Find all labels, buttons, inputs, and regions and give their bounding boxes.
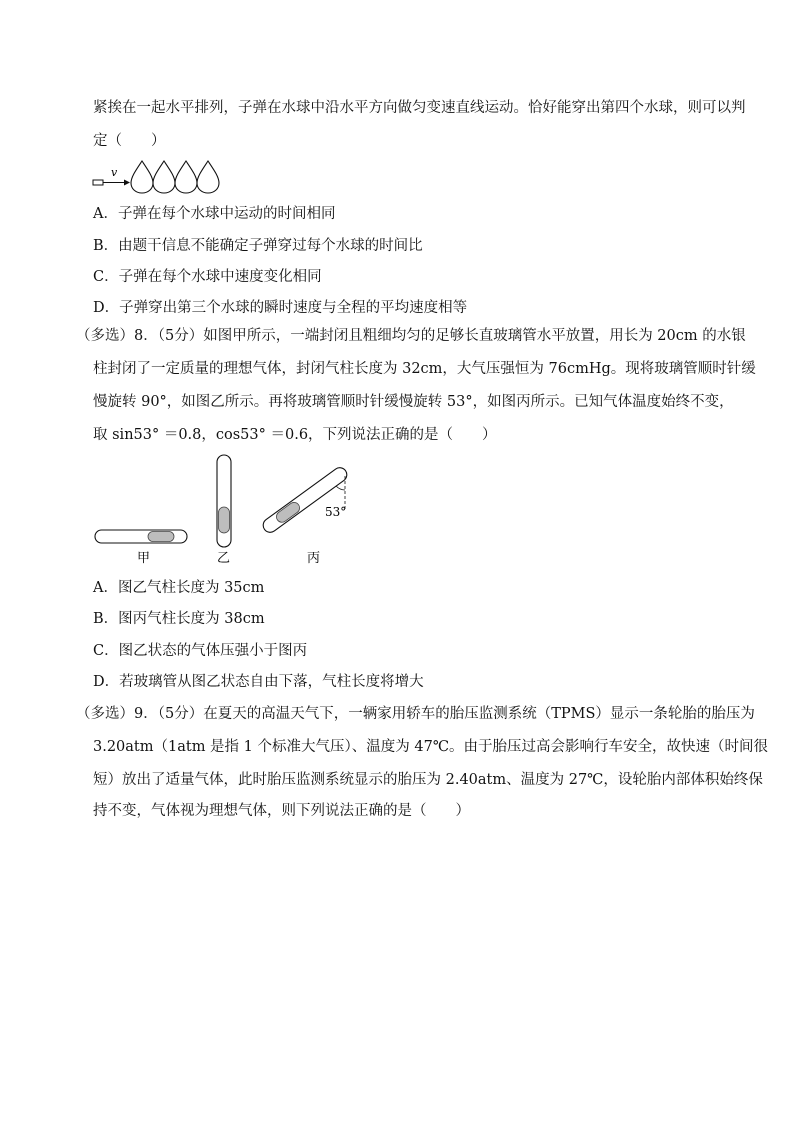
q9-stem-line-1: （多选）9．（5分）在夏天的高温天气下，一辆家用轿车的胎压监测系统（TPMS）显示一条轮胎的胎压为	[76, 706, 755, 722]
velocity-arrowhead	[124, 180, 130, 186]
q8-option-c: C．图乙状态的气体压强小于图丙	[93, 643, 308, 659]
water-ball-3	[175, 161, 197, 193]
mercury-yi	[219, 507, 230, 533]
q7-option-c: C．子弹在每个水球中速度变化相同	[93, 269, 322, 285]
water-ball-2	[153, 161, 175, 193]
angle-label: 53°	[325, 505, 347, 519]
q8-stem-line-1: （多选）8．（5分）如图甲所示，一端封闭且粗细均匀的足够长直玻璃管水平放置，用长为 20cm 的水银	[76, 328, 746, 344]
q7-stem-line-1: 紧挨在一起水平排列，子弹在水球中沿水平方向做匀变速直线运动。恰好能穿出第四个水球，则可以判	[93, 100, 746, 116]
label-bing: 丙	[307, 551, 321, 566]
q7-stem-line-2: 定（ ）	[93, 133, 166, 149]
q7-option-d: D．子弹穿出第三个水球的瞬时速度与全程的平均速度相等	[93, 300, 468, 316]
q7-option-a: A．子弹在每个水球中运动的时间相同	[93, 206, 336, 222]
bullet-water-balls-figure	[90, 158, 230, 198]
q8-option-a: A．图乙气柱长度为 35cm	[93, 580, 265, 596]
bullet-shape	[93, 180, 103, 185]
q7-option-b: B．由题干信息不能确定子弹穿过每个水球的时间比	[93, 238, 423, 254]
q8-stem-line-4: 取 sin53° ＝0.8，cos53° ＝0.6，下列说法正确的是（ ）	[93, 427, 497, 443]
glass-tube-figure	[90, 452, 360, 570]
label-yi: 乙	[217, 551, 231, 566]
water-ball-1	[131, 161, 153, 193]
q9-stem-line-2: 3.20atm（1atm 是指 1 个标准大气压）、温度为 47℃。由于胎压过高会影响行车安全，故快速（时间很	[93, 739, 769, 755]
q9-stem-line-4: 持不变，气体视为理想气体，则下列说法正确的是（ ）	[93, 803, 470, 819]
q9-stem-line-3: 短）放出了适量气体，此时胎压监测系统显示的胎压为 2.40atm、温度为 27℃，设轮胎内部体积始终保	[93, 772, 763, 788]
angle-arc	[336, 486, 345, 490]
tube-bing	[260, 465, 349, 535]
q8-option-d: D．若玻璃管从图乙状态自由下落，气柱长度将增大	[93, 674, 424, 690]
water-ball-4	[197, 161, 219, 193]
label-jia: 甲	[137, 551, 151, 566]
q8-stem-line-2: 柱封闭了一定质量的理想气体，封闭气柱长度为 32cm，大气压强恒为 76cmHg。现将玻璃管顺时针缓	[93, 361, 756, 377]
q8-option-b: B．图丙气柱长度为 38cm	[93, 611, 265, 627]
mercury-jia	[148, 532, 174, 542]
q8-stem-line-3: 慢旋转 90°，如图乙所示。再将玻璃管顺时针缓慢旋转 53°，如图丙所示。已知气体温度始终不变，	[93, 394, 734, 410]
velocity-label: v	[111, 166, 118, 179]
